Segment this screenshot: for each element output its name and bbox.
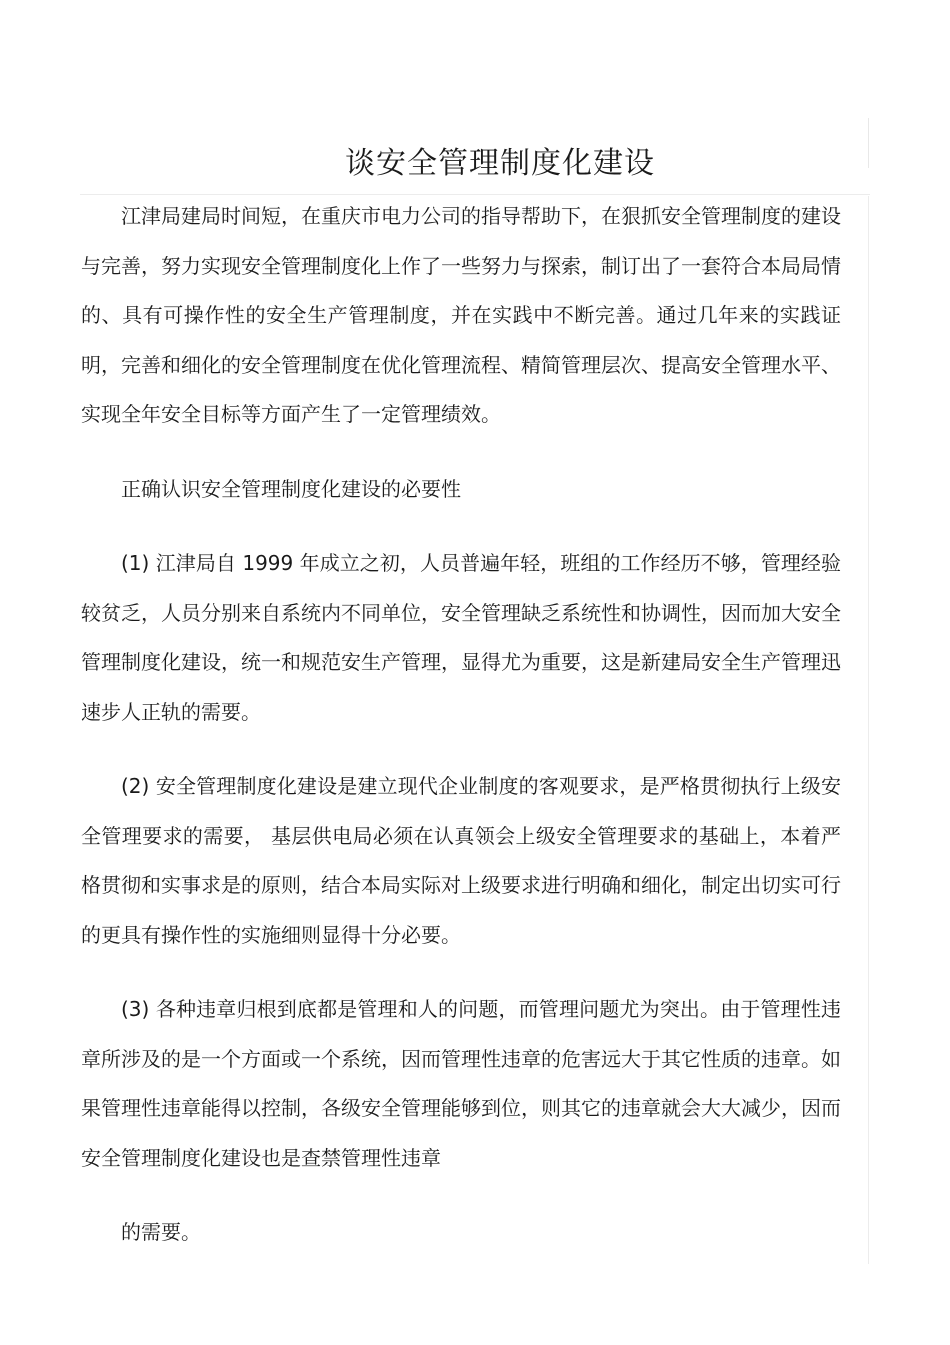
document-title: 谈安全管理制度化建设 — [345, 146, 655, 182]
paragraph-continuation: 的需要。 — [121, 1220, 201, 1244]
document-body — [81, 192, 841, 1258]
paragraph-point-3: (3) 各种违章归根到底都是管理和人的问题，而管理问题尤为突出。由于管理性违章所涉及的是一个方面或一个系统，因而管理性违章的危害远大于其它性质的违章。如果管理性违章能得以控制，各级安全管理能够到位，则其它的违章就会大大减少，因而安全管理制度化建设也是查禁管理性违章 — [81, 997, 841, 1170]
paragraph-point-2: (2) 安全管理制度化建设是建立现代企业制度的客观要求，是严格贯彻执行上级安全管理要求的需要， 基层供电局必须在认真领会上级安全管理要求的基础上，本着严格贯彻和实事求是的原则，结合本局实际对上级要求进行明确和细化，制定出切实可行的更具有操作性的实施细则显得十分必要。 — [81, 774, 841, 947]
paragraph-point-1: (1) 江津局自 1999 年成立之初，人员普遍年轻，班组的工作经历不够，管理经验较贫乏，人员分别来自系统内不同单位，安全管理缺乏系统性和协调性，因而加大安全管理制度化建设，统一和规范安生产管理，显得尤为重要，这是新建局安全生产管理迅速步人正轨的需要。 — [81, 551, 841, 724]
paragraph-intro: 江津局建局时间短，在重庆市电力公司的指导帮助下，在狠抓安全管理制度的建设与完善，努力实现安全管理制度化上作了一些努力与探索，制订出了一套符合本局局情的、具有可操作性的安全生产管理制度，并在实践中不断完善。通过几年来的实践证明，完善和细化的安全管理制度在优化管理流程、精简管理层次、提高安全管理水平、实现全年安全目标等方面产生了一定管理绩效。 — [81, 204, 841, 426]
margin-rule-top — [868, 118, 869, 168]
margin-rule-right — [868, 196, 869, 1264]
section-heading: 正确认识安全管理制度化建设的必要性 — [121, 476, 461, 501]
